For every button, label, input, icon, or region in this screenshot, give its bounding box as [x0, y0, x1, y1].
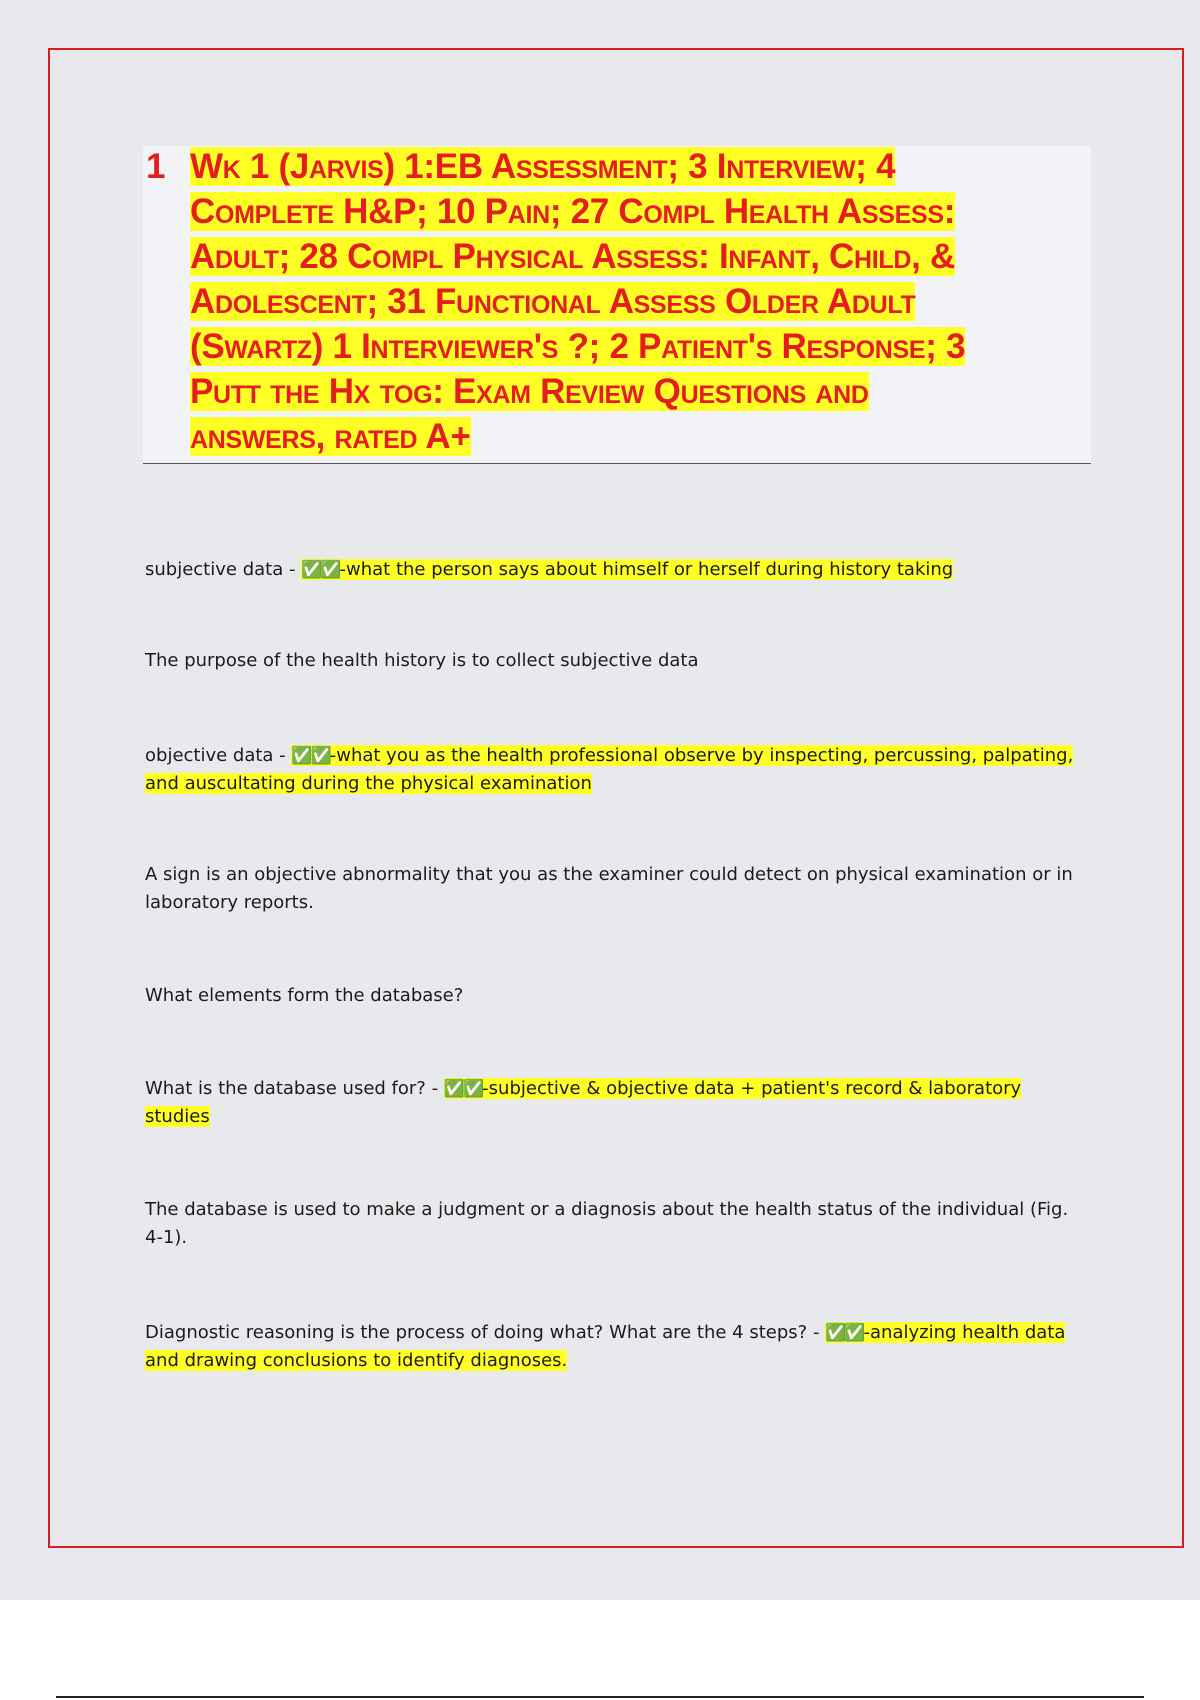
qa-prompt: What is the database used for? - — [145, 1078, 444, 1099]
heading-line-text: Putt the Hx tog: Exam Review Questions and — [190, 372, 869, 411]
heading-line-text: Complete H&P; 10 Pain; 27 Compl Health Assess: — [190, 192, 956, 231]
heading-line-text: Adult; 28 Compl Physical Assess: Infant, Child, & — [190, 237, 955, 276]
qa-item-sign-definition — [145, 861, 1085, 917]
qa-answer: -what the person says about himself or herself during history taking — [339, 559, 954, 580]
qa-item-database-elements — [145, 982, 1085, 1010]
heading-line — [190, 144, 1080, 189]
heading-number: 1 — [146, 147, 166, 186]
heading-line-text: answers, rated A+ — [190, 417, 471, 456]
qa-text: The purpose of the health history is to collect subjective data — [145, 650, 699, 671]
heading-line — [190, 234, 1080, 279]
heading-line — [190, 369, 1080, 414]
qa-prompt: Diagnostic reasoning is the process of doing what? What are the 4 steps? - — [145, 1322, 826, 1343]
qa-answer: -analyzing health data and drawing conclusions to identify diagnoses. — [145, 1322, 1066, 1371]
qa-prompt: objective data - — [145, 745, 292, 766]
qa-text: A sign is an objective abnormality that you as the examiner could detect on physical examination or in laboratory reports. — [145, 864, 1073, 913]
qa-item-database-judgment — [145, 1196, 1085, 1252]
qa-item-health-history-purpose — [145, 647, 1085, 675]
heading-line — [190, 324, 1080, 369]
footer-rule — [56, 1696, 1144, 1698]
qa-answer: -subjective & objective data + patient's record & laboratory studies — [145, 1078, 1022, 1127]
heading-line — [190, 279, 1080, 324]
heading-line-text: Adolescent; 31 Functional Assess Older Adult — [190, 282, 916, 321]
double-check-icon: ✅✅ — [443, 1079, 483, 1099]
heading-line-text: Wk 1 (Jarvis) 1:EB Assessment; 3 Interview; 4 — [190, 147, 896, 186]
qa-text: The database is used to make a judgment or a diagnosis about the health status of the individual (Fig. 4-1). — [145, 1199, 1069, 1248]
qa-item-database-use — [145, 1075, 1085, 1131]
qa-prompt: subjective data - — [145, 559, 302, 580]
heading-line — [190, 189, 1080, 234]
heading-line — [190, 414, 1080, 459]
qa-item-subjective-data — [145, 556, 1085, 584]
heading-line-text: (Swartz) 1 Interviewer's ?; 2 Patient's Response; 3 — [190, 327, 966, 366]
qa-text: What elements form the database? — [145, 985, 464, 1006]
double-check-icon: ✅✅ — [825, 1323, 864, 1343]
double-check-icon: ✅✅ — [291, 746, 330, 766]
qa-answer-highlight — [301, 559, 953, 580]
heading-lines — [190, 144, 1080, 459]
double-check-icon: ✅✅ — [301, 560, 340, 580]
qa-item-diagnostic-reasoning — [145, 1319, 1085, 1375]
qa-answer: -what you as the health professional observe by inspecting, percussing, palpating, and auscultating during the physical examination — [145, 745, 1074, 794]
qa-item-objective-data — [145, 742, 1085, 798]
